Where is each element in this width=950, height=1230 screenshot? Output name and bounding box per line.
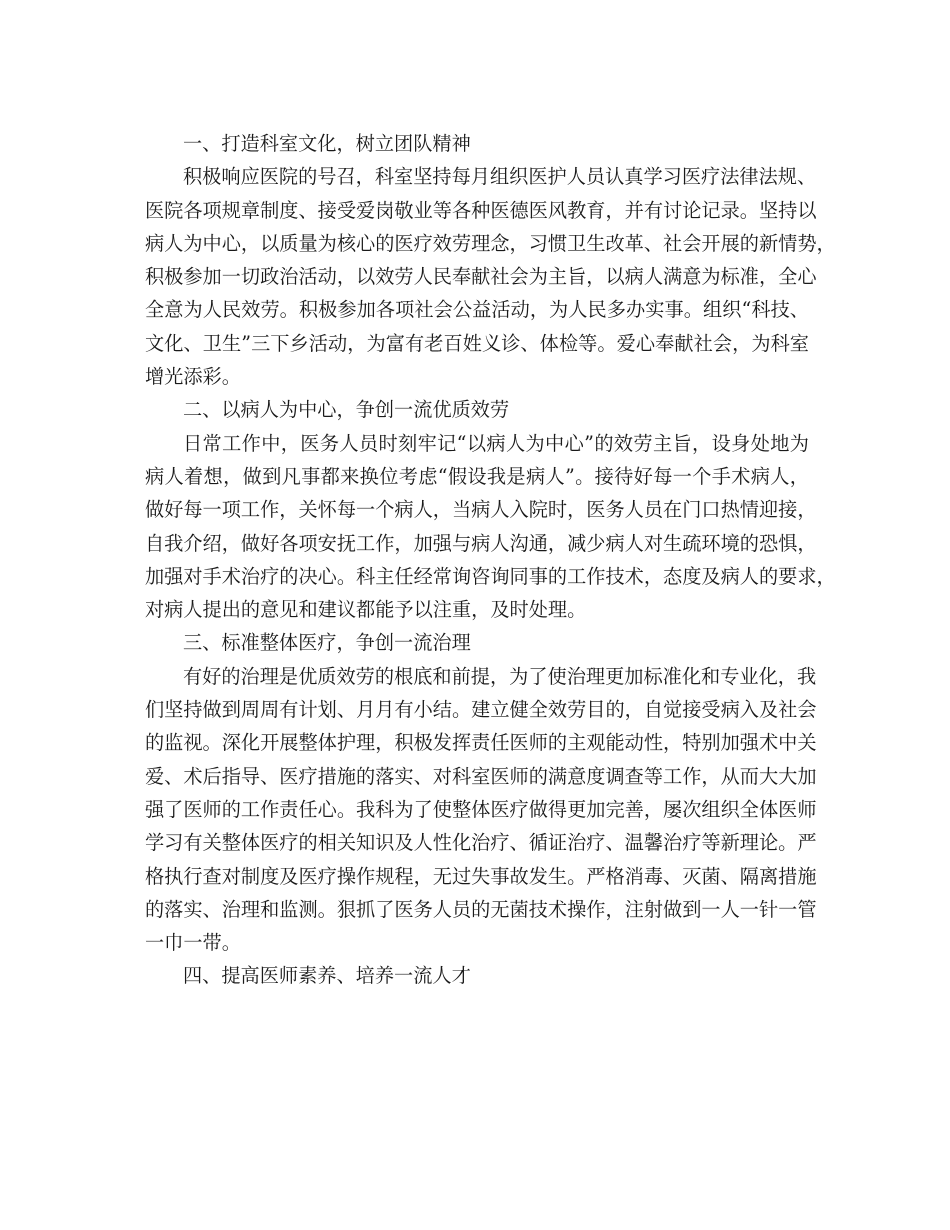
paragraph-line: 加强对手术治疗的决心。科主任经常询咨询同事的工作技术，态度及病人的要求， xyxy=(145,564,836,588)
paragraph-line: 增光添彩。 xyxy=(145,365,241,389)
section-paragraph xyxy=(145,160,836,393)
section-heading: 二、以病人为中心，争创一流优质效劳 xyxy=(183,398,510,422)
paragraph-line: 的监视。深化开展整体护理，积极发挥责任医师的主观能动性，特别加强术中关 xyxy=(145,731,817,755)
paragraph-line: 做好每一项工作，关怀每一个病人，当病人入院时，医务人员在门口热情迎接， xyxy=(145,498,817,522)
paragraph-line: 对病人提出的意见和建议都能予以注重，及时处理。 xyxy=(145,598,587,622)
paragraph-line: 医院各项规章制度、接受爱岗敬业等各种医德医风教育，并有讨论记录。坚持以 xyxy=(145,198,817,222)
paragraph-line: 爱、术后指导、医疗措施的落实、对科室医师的满意度调查等工作，从而大大加 xyxy=(145,764,817,788)
section-heading: 一、打造科室文化，树立团队精神 xyxy=(183,132,471,155)
section-heading: 四、提高医师素养、培养一流人才 xyxy=(183,964,471,988)
section-heading: 三、标准整体医疗，争创一流治理 xyxy=(183,631,471,655)
paragraph-line: 病人着想，做到凡事都来换位考虑“假设我是病人”。接待好每一个手术病人， xyxy=(145,464,809,488)
paragraph-line: 日常工作中，医务人员时刻牢记“以病人为中心”的效劳主旨，设身处地为 xyxy=(183,431,809,455)
document-body xyxy=(145,127,836,993)
paragraph-line: 自我介绍，做好各项安抚工作，加强与病人沟通，减少病人对生疏环境的恐惧， xyxy=(145,531,817,555)
paragraph-line: 一巾一带。 xyxy=(145,931,241,955)
section-paragraph xyxy=(145,660,817,960)
paragraph-line: 文化、卫生”三下乡活动，为富有老百姓义诊、体检等。爱心奉献社会，为科室 xyxy=(145,331,809,355)
paragraph-line: 病人为中心，以质量为核心的医疗效劳理念，习惯卫生改革、社会开展的新情势， xyxy=(145,231,836,255)
paragraph-line: 有好的治理是优质效劳的根底和前提，为了使治理更加标准化和专业化，我 xyxy=(183,664,817,688)
paragraph-line: 强了医师的工作责任心。我科为了使整体医疗做得更加完善，屡次组织全体医师 xyxy=(145,797,817,821)
paragraph-line: 积极参加一切政治活动，以效劳人民奉献社会为主旨，以病人满意为标准，全心 xyxy=(145,265,817,289)
section-paragraph xyxy=(145,427,836,627)
paragraph-line: 全意为人民效劳。积极参加各项社会公益活动，为人民多办实事。组织“科技、 xyxy=(145,298,809,322)
paragraph-line: 们坚持做到周周有计划、月月有小结。建立健全效劳目的，自觉接受病入及社会 xyxy=(145,698,817,722)
paragraph-line: 学习有关整体医疗的相关知识及人性化治疗、循证治疗、温馨治疗等新理论。严 xyxy=(145,831,817,855)
paragraph-line: 的落实、治理和监测。狠抓了医务人员的无菌技术操作，注射做到一人一针一管 xyxy=(145,897,817,921)
paragraph-line: 积极响应医院的号召，科室坚持每月组织医护人员认真学习医疗法律法规、 xyxy=(183,165,817,189)
paragraph-line: 格执行查对制度及医疗操作规程，无过失事故发生。严格消毒、灭菌、隔离措施 xyxy=(145,864,817,888)
